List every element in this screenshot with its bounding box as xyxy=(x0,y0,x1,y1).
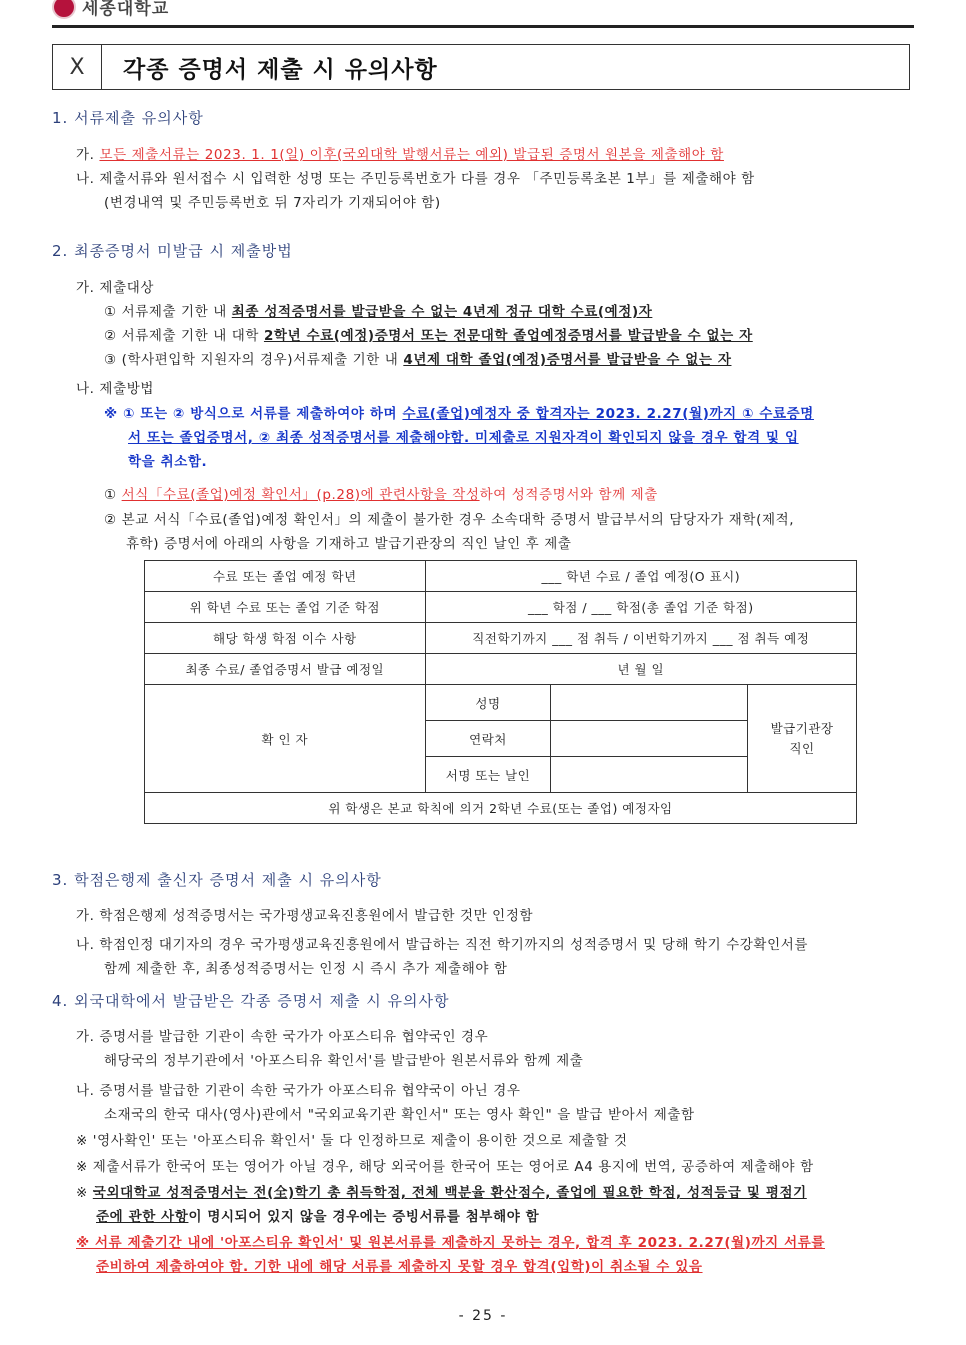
section-2-heading: 2. 최종증명서 미발급 시 제출방법 xyxy=(52,242,293,260)
section-3-item-na: 나. 학점인정 대기자의 경우 국가평생교육진흥원에서 발급하는 직전 학기까지의 성적증명서 및 당해 학기 수강확인서를 xyxy=(76,937,808,953)
table-value: 년 월 일 xyxy=(425,654,856,685)
chapter-title-box xyxy=(52,44,910,90)
confirmer-label: 확 인 자 xyxy=(145,685,426,793)
table-row xyxy=(145,685,857,721)
note-consular: ※ '영사확인' 또는 '아포스티유 확인서' 둘 다 인정하므로 제출이 용이한 것으로 제출할 것 xyxy=(76,1133,628,1149)
target-item-2 xyxy=(104,324,753,344)
note-text: ※ ① 또는 ② 방식으로 서류를 제출하여야 하며 xyxy=(104,406,403,422)
name-field xyxy=(551,685,748,721)
chapter-title: 각종 증명서 제출 시 유의사항 xyxy=(123,56,438,83)
target-item-text: ① 서류제출 기한 내 xyxy=(104,304,232,320)
submission-note-line-2: 서 또는 졸업증명서, ② 최종 성적증명서를 제출해야함. 미제출로 지원자격이 확인되지 않을 경우 합격 및 입 xyxy=(128,430,799,446)
table-footer: 위 학생은 본교 학칙에 의거 2학년 수료(또는 졸업) 예정자임 xyxy=(145,793,857,824)
note-transcript-tail: 이 명시되어 있지 않을 경우에는 증빙서류를 첨부해야 함 xyxy=(188,1209,540,1225)
table-label: 위 학년 수료 또는 졸업 기준 학점 xyxy=(145,592,426,623)
table-row xyxy=(145,623,857,654)
table-label: 최종 수료/ 졸업증명서 발급 예정일 xyxy=(145,654,426,685)
method-2-line-1: ② 본교 서식「수료(졸업)예정 확인서」의 제출이 불가한 경우 소속대학 증명서 발급부서의 담당자가 재학(제적, xyxy=(104,512,795,528)
chapter-number: X xyxy=(53,45,102,89)
confirmation-table xyxy=(144,560,857,824)
section-3-item-ga: 가. 학점은행제 성적증명서는 국가평생교육진흥원에서 발급한 것만 인정함 xyxy=(76,908,534,924)
university-name: 세종대학교 xyxy=(82,0,170,19)
note-transcript-emphasis: 국외대학교 성적증명서는 전(全)학기 총 취득학점, 전체 백분율 환산점수, 졸업에 필요한 학점, 성적등급 및 평점기 xyxy=(92,1185,807,1201)
page-number: - 25 - xyxy=(458,1308,508,1324)
table-row xyxy=(145,793,857,824)
table-row xyxy=(145,592,857,623)
method-marker: ① xyxy=(104,487,122,503)
table-value: ___ 학점 / ___ 학점(총 졸업 기준 학점) xyxy=(425,592,856,623)
university-logo xyxy=(52,0,169,19)
target-item-emphasis: 4년제 대학 졸업(예정)증명서를 발급받을 수 없는 자 xyxy=(403,352,732,368)
target-item-text: ③ (학사편입학 지원자의 경우)서류제출 기한 내 xyxy=(104,352,404,368)
section-1-item-ga xyxy=(76,143,724,163)
sign-field xyxy=(551,757,748,793)
section-4-item-na-cont: 소재국의 한국 대사(영사)관에서 "국외교육기관 확인서" 또는 영사 확인" 을 발급 받아서 제출함 xyxy=(104,1107,695,1123)
table-row xyxy=(145,561,857,592)
section-4-item-na: 나. 증명서를 발급한 기관이 속한 국가가 아포스티유 협약국이 아닌 경우 xyxy=(76,1083,521,1099)
section-2-item-na: 나. 제출방법 xyxy=(76,381,154,397)
note-transcript-line-2 xyxy=(96,1205,539,1225)
header-rule xyxy=(52,25,914,28)
table-row xyxy=(145,654,857,685)
section-1-item-na: 나. 제출서류와 원서접수 시 입력한 성명 또는 주민등록번호가 다를 경우 「주민등록초본 1부」를 제출해야 함 xyxy=(76,171,755,187)
seal-label: 발급기관장 직인 xyxy=(748,685,857,793)
sign-label: 서명 또는 날인 xyxy=(425,757,551,793)
section-4-heading: 4. 외국대학에서 발급받은 각종 증명서 제출 시 유의사항 xyxy=(52,992,450,1010)
table-value: 직전학기까지 ___ 점 취득 / 이번학기까지 ___ 점 취득 예정 xyxy=(425,623,856,654)
table-label: 해당 학생 학점 이수 사항 xyxy=(145,623,426,654)
warning-line-1: ※ 서류 제출기간 내에 '아포스티유 확인서' 및 원본서류를 제출하지 못하는 경우, 합격 후 2023. 2.27(월)까지 서류를 xyxy=(76,1235,826,1251)
method-1-emphasis: 서식「수료(졸업)예정 확인서」(p.28)에 관련사항을 작성 xyxy=(121,487,480,503)
item-marker: 가. xyxy=(76,147,100,163)
note-transcript-emphasis: 준에 관한 사항 xyxy=(96,1209,189,1225)
note-marker: ※ xyxy=(76,1185,93,1201)
highlight-text: 모든 제출서류는 2023. 1. 1(일) 이후(국외대학 발행서류는 예외) 발급된 증명서 원본을 제출해야 함 xyxy=(99,147,724,163)
target-item-1 xyxy=(104,300,652,320)
submission-note-line-3: 학을 취소함. xyxy=(128,454,208,470)
section-1-heading: 1. 서류제출 유의사항 xyxy=(52,109,204,127)
contact-label: 연락처 xyxy=(425,721,551,757)
table-label: 수료 또는 졸업 예정 학년 xyxy=(145,561,426,592)
section-4-item-ga: 가. 증명서를 발급한 기관이 속한 국가가 아포스티유 협약국인 경우 xyxy=(76,1029,489,1045)
section-3-item-na-cont: 함께 제출한 후, 최종성적증명서는 인정 시 즉시 추가 제출해야 함 xyxy=(104,961,508,977)
target-item-text: ② 서류제출 기한 내 대학 xyxy=(104,328,264,344)
target-item-emphasis: 2학년 수료(예정)증명서 또는 전문대학 졸업예정증명서를 발급받을 수 없는 자 xyxy=(263,328,753,344)
submission-note-line-1 xyxy=(104,402,814,422)
note-transcript-line-1 xyxy=(76,1181,807,1201)
warning-line-2: 준비하여 제출하여야 함. 기한 내에 해당 서류를 제출하지 못할 경우 합격(입학)이 취소될 수 있음 xyxy=(96,1259,703,1275)
university-emblem-icon xyxy=(52,0,76,19)
contact-field xyxy=(551,721,748,757)
method-1 xyxy=(104,483,658,503)
name-label: 성명 xyxy=(425,685,551,721)
method-2-line-2: 휴학) 증명서에 아래의 사항을 기재하고 발급기관장의 직인 날인 후 제출 xyxy=(126,536,572,552)
section-1-item-na-note: (변경내역 및 주민등록번호 뒤 7자리가 기재되어야 함) xyxy=(104,195,441,211)
note-translation: ※ 제출서류가 한국어 또는 영어가 아닐 경우, 해당 외국어를 한국어 또는 영어로 A4 용지에 번역, 공증하여 제출해야 함 xyxy=(76,1159,814,1175)
table-value: ___ 학년 수료 / 졸업 예정(O 표시) xyxy=(425,561,856,592)
note-emphasis: 수료(졸업)예정자 중 합격자는 2023. 2.27(월)까지 ① 수료증명 xyxy=(402,406,814,422)
section-3-heading: 3. 학점은행제 출신자 증명서 제출 시 유의사항 xyxy=(52,871,382,889)
section-2-item-ga: 가. 제출대상 xyxy=(76,280,154,296)
target-item-emphasis: 최종 성적증명서를 발급받을 수 없는 4년제 정규 대학 수료(예정)자 xyxy=(231,304,653,320)
method-1-tail: 하여 성적증명서와 함께 제출 xyxy=(479,487,658,503)
target-item-3 xyxy=(104,348,731,368)
section-4-item-ga-cont: 해당국의 정부기관에서 '아포스티유 확인서'를 발급받아 원본서류와 함께 제출 xyxy=(104,1053,584,1069)
